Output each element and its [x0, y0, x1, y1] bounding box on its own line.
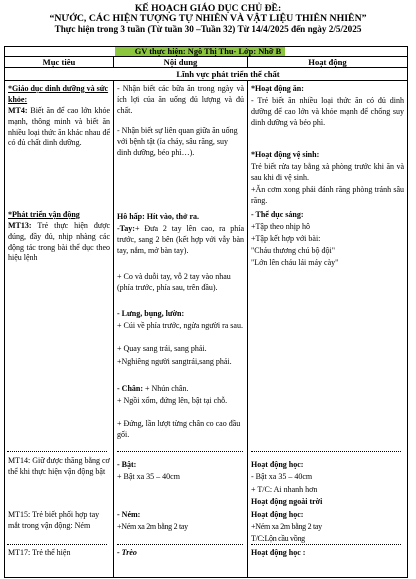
activity-outdoor-title: Hoạt động ngoài trời [251, 497, 323, 506]
goal-mt13 [8, 221, 110, 264]
table-bottom-border [4, 577, 408, 578]
table-right-border [407, 46, 408, 578]
goal-mt14: MT14: Giữ được thăng bằng cơ thể khi thực hiện vận động bật [8, 456, 110, 476]
content-trunk-2: + Quay sang trái, sang phải. [117, 344, 207, 353]
content-trunk-3: +Nghiêng người sangtrái,sang phải. [117, 357, 232, 366]
goal-nutrition-title-text: *Giáo dục dinh dưỡng và sức khỏe: [8, 84, 109, 104]
content-label: -Tay: [117, 224, 135, 233]
content-breathing: Hô hấp: Hít vào, thở ra. [117, 212, 199, 221]
table-top-border [4, 46, 408, 47]
activity-hygiene-title: *Hoạt động vệ sinh: [251, 150, 320, 159]
goal-mt4 [8, 106, 110, 149]
goal-code: MT4: [8, 106, 28, 115]
dotted-separator [251, 451, 401, 452]
content-jump: - Bật: [117, 460, 137, 469]
dotted-separator [117, 451, 243, 452]
activity-morning-exercise: - Thể dục sáng: [251, 210, 304, 219]
col-divider-2 [247, 80, 248, 578]
content-text: + Nhún chân. [143, 384, 189, 393]
activity-lesson-title-3: Hoạt động học : [251, 548, 306, 557]
section-row-border [4, 80, 408, 81]
activity-exercise-2: +Tập kết hợp với bài: [251, 234, 321, 243]
activity-lesson-title: Hoạt động học: [251, 460, 304, 469]
theme-title: “NƯỚC, CÁC HIỆN TƯỢNG TỰ NHIÊN VÀ VẬT LIỆU THIÊN NHIÊN” [49, 13, 367, 24]
column-header-activities: Hoạt động [308, 57, 347, 67]
dotted-separator [7, 544, 107, 545]
content-jump-2: + Bật xa 35 – 40cm [117, 472, 180, 481]
content-meals: - Nhận biết các bữa ăn trong ngày và ích lợi của ăn uống đủ lượng và đủ chất. [117, 84, 244, 115]
activity-lesson-jump: - Bật xa 35 – 40cm [251, 472, 313, 481]
content-legs-2: + Ngồi xổm, đứng lên, bật tại chỗ. [117, 396, 228, 405]
period-line: Thực hiện trong 3 tuần (Từ tuần 30 –Tuần 32) Từ 14/4/2025 đến ngày 2/5/2025 [54, 24, 362, 34]
activity-lesson-game: + T/C: Ai nhanh hơn [251, 485, 318, 494]
goal-motor-title-text: *Phát triển vận động [8, 210, 80, 219]
goal-code: MT13: [8, 221, 32, 230]
goal-mt15: MT15: Trẻ biết phối hợp tay mắt trong vận động: Ném [8, 510, 100, 530]
activity-exercise-1: +Tập theo nhịp hô [251, 222, 310, 231]
content-trunk-label: - Lưng, bụng, lườn: [117, 309, 185, 318]
content-label: - Chân: [117, 384, 144, 393]
activity-hygiene-text: Trẻ biết rửa tay bằng xà phòng trước khi ăn và sau khi đi vệ sinh. [251, 162, 404, 182]
content-throw-2: +Ném xa 2m bằng 2 tay [117, 522, 188, 531]
activity-eating-text: - Trẻ biết ăn nhiều loại thức ăn có đủ dinh dưỡng để cao lớn và khỏe mạnh để chống suy dinh dưỡng và béo phì. [251, 96, 404, 127]
activity-lesson-title-2: Hoạt động học: [251, 510, 304, 519]
table-left-border [4, 46, 5, 578]
activity-hygiene-text-2: +Ăn cơm xong phải đánh răng phòng tránh sâu răng. [251, 185, 404, 205]
content-health: - Nhận biết sự liên quan giữa ăn uống với bệnh tật (ỉa chảy, sâu răng, suy dinh dưỡng, béo phì…). [117, 126, 238, 157]
content-arms-2: + Co và duỗi tay, vỗ 2 tay vào nhau (phía trước, phía sau, trên đầu). [117, 272, 231, 292]
activity-lesson-game-2: T/C:Lộn cầu vồng [251, 534, 305, 543]
goal-nutrition-title [8, 84, 110, 106]
header-row-border [4, 67, 408, 68]
goal-text: Biết ăn để cao lớn khỏe mạnh, thông minh và biết ăn nhiều loại thức ăn khác nhau để có đủ chất dinh dưỡng. [8, 106, 110, 148]
column-header-goals: Mục tiêu [42, 57, 76, 67]
activity-song-1: "Cháu thương chú bộ đội" [251, 246, 335, 255]
activity-lesson-throw: +Ném xa 2m bằng 2 tay [251, 522, 322, 531]
column-header-content: Nội dung [163, 57, 198, 67]
content-text: + Đưa 2 tay lên cao, ra phía trước, sang 2 bên (kết hợp với vẫy bàn tay, nắm, mở bàn tay). [117, 224, 244, 255]
section-heading: Lĩnh vực phát triển thể chất [176, 69, 280, 79]
content-trunk-1: + Cúi về phía trước, ngửa người ra sau. [117, 321, 243, 330]
content-legs-3: + Đứng, lần lượt từng chân co cao đầu gối. [117, 419, 241, 439]
activity-eating-title: *Hoạt động ăn: [251, 84, 304, 93]
content-climb: - Trèo [117, 548, 137, 557]
goal-mt17: MT17: Trẻ thể hiện [8, 548, 71, 557]
content-throw: - Ném: [117, 510, 141, 519]
dotted-separator [117, 544, 243, 545]
dotted-separator [7, 451, 107, 452]
teacher-line: GV thực hiện: Ngô Thị Thu- Lớp: Nhỡ B [134, 47, 282, 56]
content-legs [117, 384, 244, 395]
goal-text: Trẻ thực hiện được đúng, đầy đủ, nhịp nhàng các động tác trong bài thể dục theo hiệu lệnh [8, 221, 110, 263]
goal-motor-title [8, 210, 110, 221]
activity-song-2: "Lớn lên cháu lái máy cày" [251, 258, 339, 267]
plan-title: KẾ HOẠCH GIÁO DỤC CHỦ ĐỀ: [134, 3, 282, 14]
col-divider-1 [113, 80, 114, 578]
content-arms [117, 224, 244, 256]
